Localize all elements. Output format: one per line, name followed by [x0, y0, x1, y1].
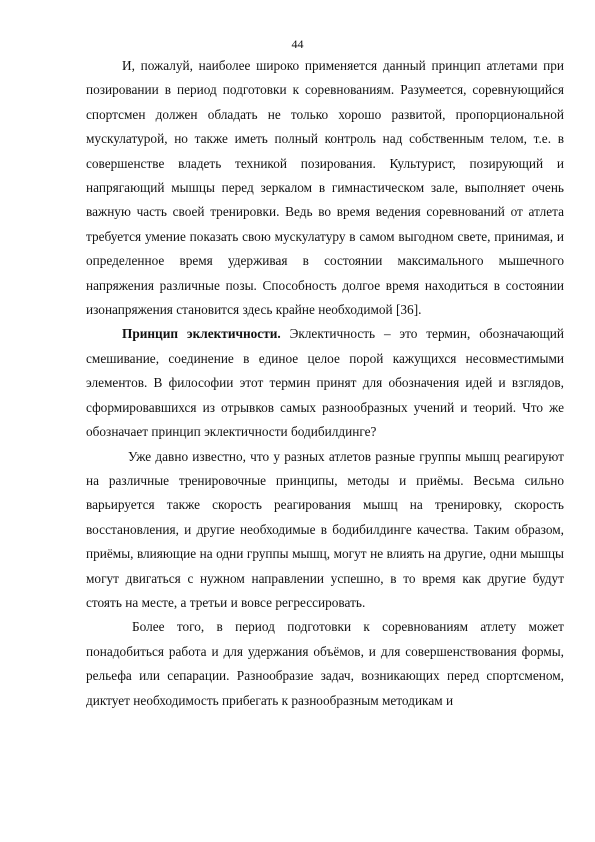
paragraph-3: Уже давно известно, что у разных атлетов разные группы мышц реагируют на различные тренировочные принципы, методы и приёмы. Весьма сильно варьируется также скорость реагирования мышц на тренировку, скорость восстановления, и другие необходимые в бодибилдинге качества. Таким образом, приёмы, влияющие на одни группы мышц, могут не влиять на другие, одни мышцы могут двигаться с нужном направлении успешно, в то время как другие будут стоять на месте, а третьи и вовсе регрессировать.	[86, 448, 564, 610]
paragraph-4: Более того, в период подготовки к соревнованиям атлету может понадобиться работа и для удержания объёмов, и для совершенствования формы, рельефа или сепарации. Разнообразие задач, возникающих перед спортсменом, диктует необходимость прибегать к разнообразным методикам и	[86, 619, 564, 708]
paragraph-2-text: Эклектичность – это термин, обозначающий смешивание, соединение в единое целое порой кажущихся несовместимыми элементов. В философии этот термин принят для обозначения идей и взглядов, сформировавшихся из отрывков самых разнообразных учений и теорий. Что же обозначает принцип эклектичности бодибилдинге?	[86, 326, 564, 440]
body-text	[86, 54, 564, 713]
paragraph-1: И, пожалуй, наиболее широко применяется данный принцип атлетами при позировании в период подготовки к соревнованиям. Разумеется, соревнующийся спортсмен должен обладать не только хорошо развитой, пропорциональной мускулатурой, но также иметь полный контроль над собственным телом, т.е. в совершенстве владеть техникой позирования. Культурист, позирующий и напрягающий мышцы перед зеркалом в гимнастическом зале, выполняет очень важную часть своей тренировки. Ведь во время ведения соревнований от атлета требуется умение показать свою мускулатуру в самом выгодном свете, принимая, и определенное время удерживая в состоянии максимального мышечного напряжения различные позы. Способность долгое время находиться в состоянии изонапряжения становится здесь крайне необходимой [36].	[86, 58, 564, 318]
page-number: 44	[291, 37, 304, 51]
paragraph-2	[86, 322, 564, 444]
section-heading: Принцип эклектичности.	[122, 326, 281, 342]
